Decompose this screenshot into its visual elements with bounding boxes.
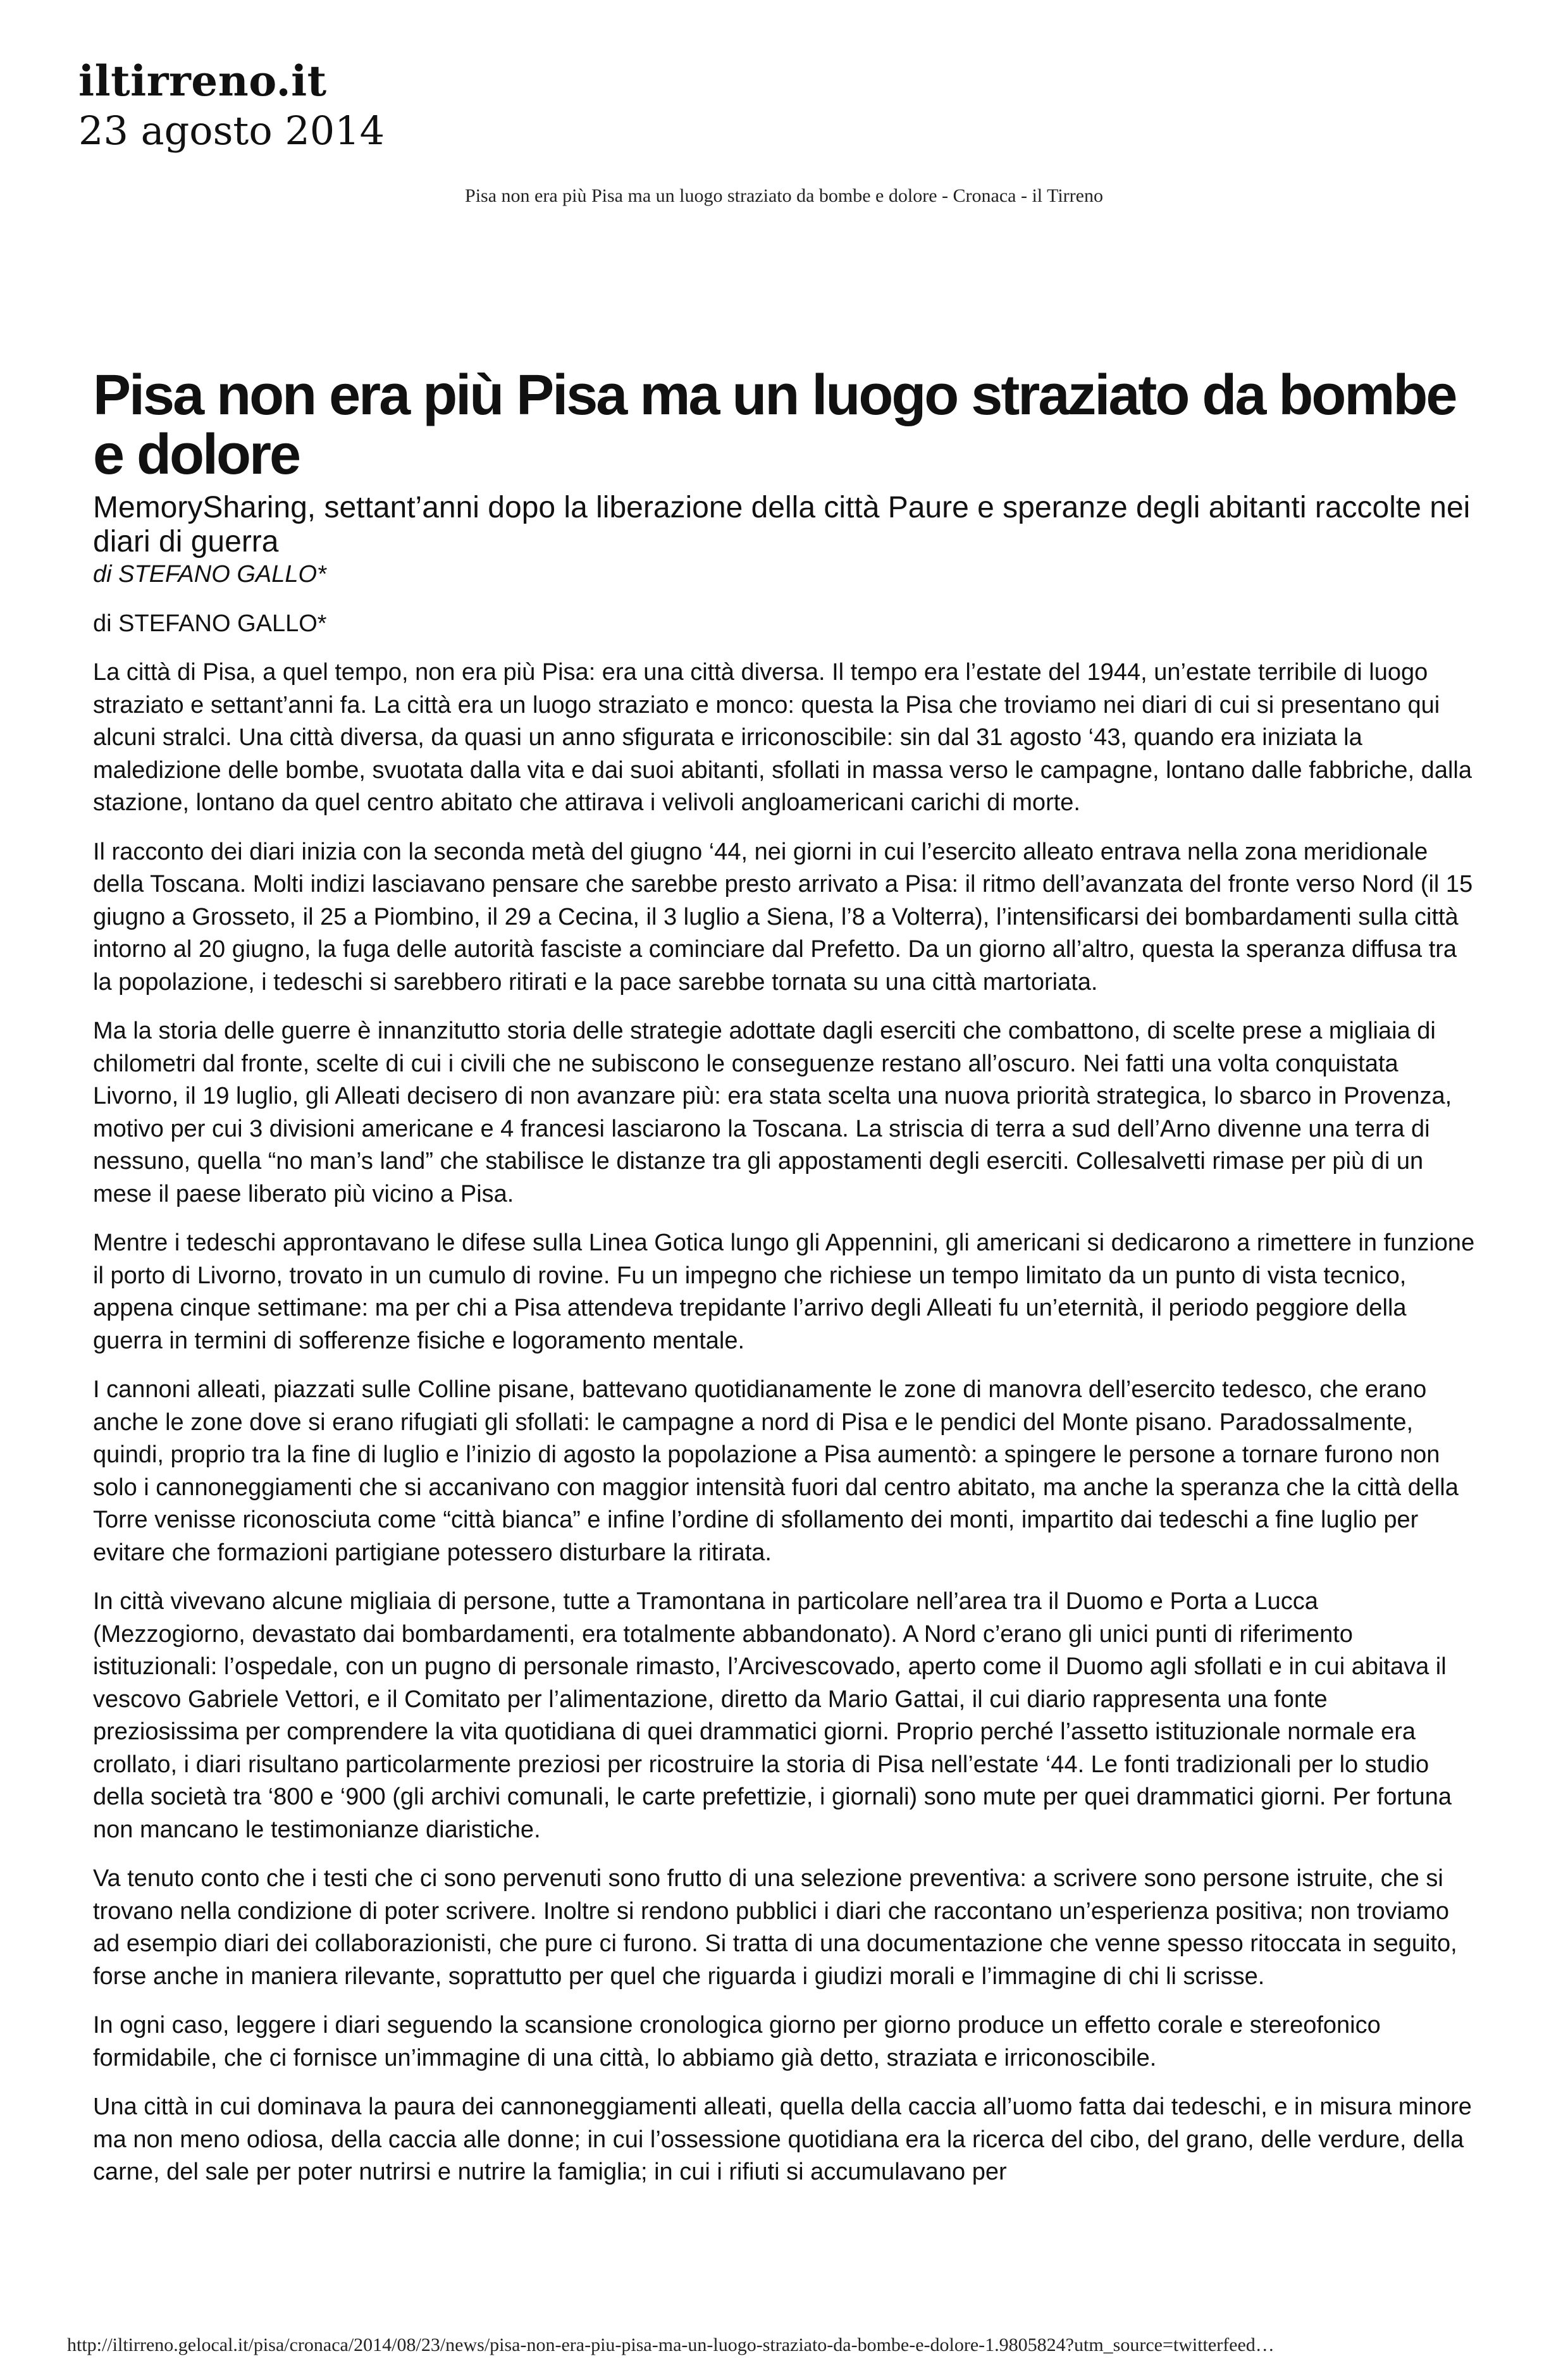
article-paragraph: Ma la storia delle guerre è innanzitutto storia delle strategie adottate dagli eserciti che combattono, di scelte prese a migliaia di chilometri dal fronte, scelte di cui i civili che ne subiscono le conseguenze restano all’oscuro. Nei fatti una volta conquistata Livorno, il 19 luglio, gli Alleati decisero di non avanzare più: era stata scelta una nuova priorità strategica, lo sbarco in Provenza, motivo per cui 3 divisioni americane e 4 francesi lasciarono la Toscana. La striscia di terra a sud dell’Arno divenne una terra di nessuno, quella “no man’s land” che stabilisce le distanze tra gli appostamenti degli eserciti. Collesalvetti rimase per più di un mese il paese liberato più vicino a Pisa. [93, 1018, 1452, 1207]
article-paragraph: Una città in cui dominava la paura dei cannoneggiamenti alleati, quella della caccia all’uomo fatta dai tedeschi, e in misura minore ma non meno odiosa, della caccia alle donne; in cui l’ossessione quotidiana era la ricerca del cibo, del grano, delle verdure, della carne, del sale per poter nutrirsi e nutrire la famiglia; in cui i rifiuti si accumulavano per [93, 2094, 1472, 2185]
article-paragraph: La città di Pisa, a quel tempo, non era più Pisa: era una città diversa. Il tempo era l’estate del 1944, un’estate terribile di luogo straziato e settant’anni fa. La città era un luogo straziato e monco: questa la Pisa che troviamo nei diari di cui si presentano qui alcuni stralci. Una città diversa, da quasi un anno sfigurata e irriconoscibile: sin dal 31 agosto ‘43, quando era iniziata la maledizione delle bombe, svuotata dalla vita e dai suoi abitanti, sfollati in massa verso le campagne, lontano dalle fabbriche, dalla stazione, lontano da quel centro abitato che attirava i velivoli angloamericani carichi di morte. [93, 659, 1472, 816]
article [93, 366, 1475, 2189]
source-date: 23 agosto 2014 [78, 108, 385, 154]
article-byline: di STEFANO GALLO* [93, 561, 326, 588]
article-paragraph: In ogni caso, leggere i diari seguendo la scansione cronologica giorno per giorno produce un effetto corale e stereofonico formidabile, che ci fornisce un’immagine di una città, lo abbiamo già detto, straziata e irriconoscibile. [93, 2012, 1381, 2071]
print-footer-url: http://iltirreno.gelocal.it/pisa/cronaca/2014/08/23/news/pisa-non-era-piu-pisa-ma-un-luogo-straziato-da-bombe-e-dolore-1.9805824?utm_source=twitterfeed… [67, 2334, 1275, 2355]
source-name: iltirreno.it [78, 56, 327, 106]
article-headline: Pisa non era più Pisa ma un luogo straziato da bombe e dolore [93, 364, 1456, 486]
article-paragraph: In città vivevano alcune migliaia di persone, tutte a Tramontana in particolare nell’area tra il Duomo e Porta a Lucca (Mezzogiorno, devastato dai bombardamenti, era totalmente abbandonato). A Nord c’erano gli unici punti di riferimento istituzionali: l’ospedale, con un pugno di personale rimasto, l’Arcivescovado, aperto come il Duomo agli sfollati e in cui abitava il vescovo Gabriele Vettori, e il Comitato per l’alimentazione, diretto da Mario Gattai, il cui diario rappresenta una fonte preziosissima per comprendere la vita quotidiana di quei drammatici giorni. Proprio perché l’assetto istituzionale normale era crollato, i diari risultano particolarmente preziosi per ricostruire la storia di Pisa nell’estate ‘44. Le fonti tradizionali per lo studio della società tra ‘800 e ‘900 (gli archivi comunali, le carte prefettizie, i giornali) sono mute per quei drammatici giorni. Per fortuna non mancano le testimonianze diaristiche. [93, 1588, 1452, 1843]
article-paragraph: Mentre i tedeschi approntavano le difese sulla Linea Gotica lungo gli Appennini, gli americani si dedicarono a rimettere in funzione il porto di Livorno, trovato in un cumulo di rovine. Fu un impegno che richiese un tempo limitato da un punto di vista tecnico, appena cinque settimane: ma per chi a Pisa attendeva trepidante l’arrivo degli Alleati fu un’eternità, il periodo peggiore della guerra in termini di sofferenze fisiche e logoramento mentale. [93, 1230, 1475, 1354]
article-paragraph: I cannoni alleati, piazzati sulle Colline pisane, battevano quotidianamente le zone di manovra dell’esercito tedesco, che erano anche le zone dove si erano rifugiati gli sfollati: le campagne a nord di Pisa e le pendici del Monte pisano. Paradossalmente, quindi, proprio tra la fine di luglio e l’inizio di agosto la popolazione a Pisa aumentò: a spingere le persone a tornare furono non solo i cannoneggiamenti che si accanivano con maggior intensità fuori dal centro abitato, ma anche la speranza che la città della Torre venisse riconosciuta come “città bianca” e infine l’ordine di sfollamento dei monti, impartito dai tedeschi a fine luglio per evitare che formazioni partigiane potessero disturbare la ritirata. [93, 1376, 1459, 1566]
source-header [78, 56, 385, 156]
article-paragraph: Il racconto dei diari inizia con la seconda metà del giugno ‘44, nei giorni in cui l’esercito alleato entrava nella zona meridionale della Toscana. Molti indizi lasciavano pensare che sarebbe presto arrivato a Pisa: il ritmo dell’avanzata del fronte verso Nord (il 15 giugno a Grosseto, il 25 a Piombino, il 29 a Cecina, il 3 luglio a Siena, l’8 a Volterra), l’intensificarsi dei bombardamenti sulla città intorno al 20 giugno, la fuga delle autorità fasciste a cominciare dal Prefetto. Da un giorno all’altro, questa la speranza diffusa tra la popolazione, i tedeschi si sarebbero ritirati e la pace sarebbe tornata su una città martoriata. [93, 838, 1473, 996]
article-byline-body: di STEFANO GALLO* [93, 610, 327, 637]
article-subheadline: MemorySharing, settant’anni dopo la liberazione della città Paure e speranze degli abitanti raccolte nei diari di guerra [93, 491, 1471, 558]
article-paragraph: Va tenuto conto che i testi che ci sono pervenuti sono frutto di una selezione preventiva: a scrivere sono persone istruite, che si trovano nella condizione di poter scrivere. Inoltre si rendono pubblici i diari che raccontano un’esperienza positiva; non troviamo ad esempio diari dei collaborazionisti, che pure ci furono. Si tratta di una documentazione che venne spesso ritoccata in seguito, forse anche in maniera rilevante, soprattutto per quel che riguarda i giudizi morali e l’immagine di chi li scrisse. [93, 1865, 1457, 1990]
print-header-title: Pisa non era più Pisa ma un luogo straziato da bombe e dolore - Cronaca - il Tirreno [465, 185, 1103, 206]
